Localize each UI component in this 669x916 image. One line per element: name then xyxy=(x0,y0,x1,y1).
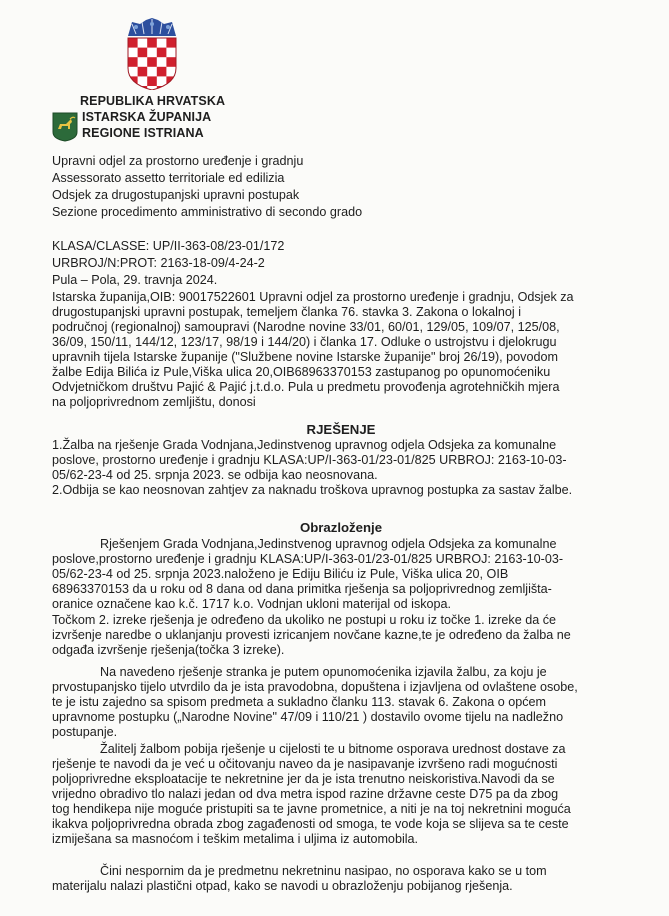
text-line: Točkom 2. izreke rješenja je određeno da ukoliko ne postupi u roku iz točke 1. izreke da će xyxy=(52,613,557,627)
department-line: Sezione procedimento amministrativo di secondo grado xyxy=(52,205,363,219)
text-line: na poljoprivrednom zemljištu, donosi xyxy=(52,395,256,409)
istria-goat-logo-icon xyxy=(52,112,78,142)
text-line: Rješenjem Grada Vodnjana,Jedinstvenog upravnog odjela Odsjeka za komunalne xyxy=(100,537,557,551)
decision-title: RJEŠENJE xyxy=(306,422,376,437)
klasa-reference: KLASA/CLASSE: UP/II-363-08/23-01/172 xyxy=(52,239,285,253)
place-and-date: Pula – Pola, 29. travnja 2024. xyxy=(52,273,218,287)
department-line: Odsjek za drugostupanjski upravni postupak xyxy=(52,188,300,202)
text-line: postupanje. xyxy=(52,725,118,739)
text-line: upravnih tijela Istarske županije ("Službene novine Istarske županije" broj 26/19), povodom xyxy=(52,350,558,364)
text-line: Na navedeno rješenje stranka je putem opunomoćenika izjavila žalbu, za koju je xyxy=(100,665,547,679)
text-line: područnoj (regionalnoj) samoupravi (Narodne novine 33/01, 60/01, 129/05, 109/07, 125/08, xyxy=(52,320,560,334)
county-name-it: REGIONE ISTRIANA xyxy=(82,126,204,140)
county-name-hr: ISTARSKA ŽUPANIJA xyxy=(82,110,212,124)
text-line: 05/62-23-4 od 25. srpnja 2023. se odbija kao neosnovana. xyxy=(52,468,378,482)
reasoning-paragraph-5 xyxy=(52,864,630,894)
text-line: 2.Odbija se kao neosnovan zahtjev za naknadu troškova upravnog postupka za sastav žalbe. xyxy=(52,483,573,497)
intro-paragraph xyxy=(52,290,630,410)
text-line: Odvjetničkom društvu Pajić & Pajić j.t.d.o. Pula u predmetu provođenja agrotehničkih mjera xyxy=(52,380,560,394)
text-line: Čini nespornim da je predmetnu nekretninu nasipao, no osporava kako se u tom xyxy=(100,864,547,878)
text-line: žalbe Edija Bilića iz Pule,Viška ulica 20,OIB68963370153 zastupanog po opunomoćeniku xyxy=(52,365,551,379)
decision-paragraph xyxy=(52,438,630,498)
text-line: 05/62-23-4 od 25. srpnja 2023.naloženo je Ediju Biliću iz Pule, Viška ulica 20, OIB xyxy=(52,567,509,581)
text-line: 68963370153 da u roku od 8 dana od dana primitka rješenja sa poljoprivrednog zemljišta- xyxy=(52,582,552,596)
text-line: vrijedno obradivo tlo nalazi jedan od dva metra ispod razine državne ceste D75 pa da zbog xyxy=(52,787,559,801)
text-line: prvostupanjsko tijelo utvrdilo da je ista pravodobna, dopuštena i izjavljena od ovlaštene osobe, xyxy=(52,680,578,694)
text-line: te je istu zajedno sa spisom predmeta a sukladno članku 113. stavak 6. Zakona o općem xyxy=(52,695,547,709)
text-line: poljoprivredne eksploatacije te nekretnine jer da je ista trenutno neiskoristiva.Navodi da se xyxy=(52,772,555,786)
country-name: REPUBLIKA HRVATSKA xyxy=(80,94,226,108)
text-line: materijalu nalazi plastični otpad, kako se navodi u obrazloženju pobijanog rješenja. xyxy=(52,879,513,893)
text-line: rješenje te navodi da je već u očitovanju naveo da je nasipavanje izvršeno radi mogućnosti xyxy=(52,757,558,771)
reasoning-paragraph-4 xyxy=(52,742,630,847)
text-line: 1.Žalba na rješenje Grada Vodnjana,Jedinstvenog upravnog odjela Odsjeka za komunalne xyxy=(52,438,557,452)
reasoning-paragraph-2 xyxy=(52,613,630,658)
department-line: Assessorato assetto territoriale ed edilizia xyxy=(52,171,285,185)
text-line: poslove,prostorno uređenje i gradnju KLASA:UP/I-363-01/23-01/825 URBROJ: 2163-10-03- xyxy=(52,552,564,566)
text-line: poslove, prostorno uređenje i gradnju KLASA:UP/I-363-01/23-01/825 URBROJ: 2163-10-03- xyxy=(52,453,567,467)
text-line: ikakva poljoprivredna obrada zbog zagađenosti od smoga, te vode koja se slijeva sa te ceste xyxy=(52,817,569,831)
urbroj-reference: URBROJ/N:PROT: 2163-18-09/4-24-2 xyxy=(52,256,265,270)
department-line: Upravni odjel za prostorno uređenje i gradnju xyxy=(52,154,304,168)
text-line: oranice označene kao k.č. 1717 k.o. Vodnjan ukloni materijal od iskopa. xyxy=(52,597,452,611)
reasoning-paragraph-3 xyxy=(52,665,630,740)
text-line: izvršenje naredbe o uklanjanju provesti izricanjem novčane kazne,te je određeno da žalba ne xyxy=(52,628,571,642)
text-line: Istarska županija,OIB: 90017522601 Upravni odjel za prostorno uređenje i gradnju, Odsjek za xyxy=(52,290,574,304)
text-line: Žalitelj žalbom pobija rješenje u cijelosti te u bitnome osporava urednost dostave za xyxy=(100,742,566,756)
text-line: izmiješana sa masnoćom i teškim metalima i uljima iz automobila. xyxy=(52,832,419,846)
text-line: odgađa izvršenje rješenja(točka 3 izreke). xyxy=(52,643,285,657)
reasoning-paragraph-1 xyxy=(52,537,630,612)
text-line: upravnome postupku („Narodne Novine" 47/09 i 110/21 ) dostavilo ovome tijelu na nadležno xyxy=(52,710,564,724)
text-line: drugostupanjski upravni postupak, temeljem članka 76. stavka 3. Zakona o lokalnoj i xyxy=(52,305,522,319)
croatian-coat-of-arms-icon xyxy=(124,18,180,90)
text-line: 36/09, 150/11, 144/12, 123/17, 98/19 i 144/20) i članka 17. Odluke o ustrojstvu i djelokrugu xyxy=(52,335,557,349)
reasoning-title: Obrazloženje xyxy=(299,520,383,535)
text-line: tog hendikepa nije moguće pristupiti sa te javne prometnice, a niti je na toj nekretnini moguća xyxy=(52,802,571,816)
